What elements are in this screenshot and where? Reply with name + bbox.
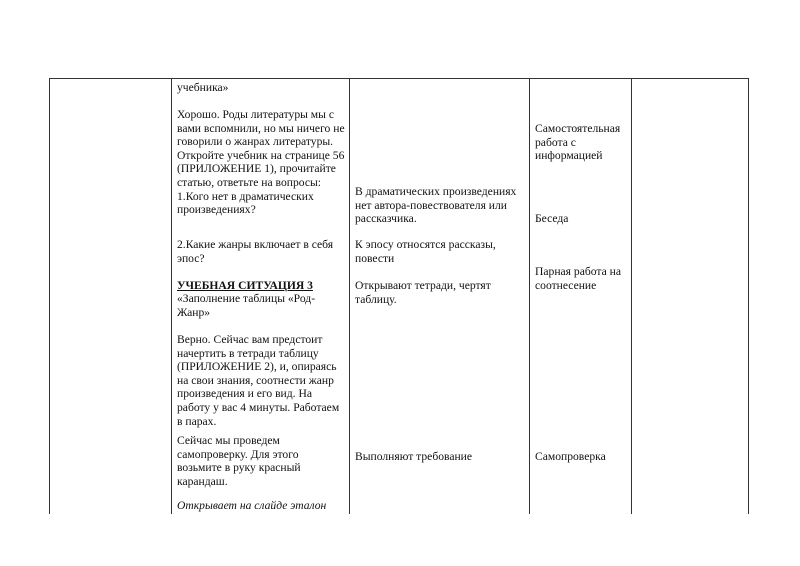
teacher-text: «Заполнение таблицы «Род- Жанр» xyxy=(177,292,316,319)
work-form-text: Самостоятельная работа с информацией xyxy=(535,122,621,163)
student-text: В драматических произведениях нет автора-повествователя или рассказчика. xyxy=(355,185,517,226)
student-text: К эпосу относятся рассказы, повести xyxy=(355,238,496,265)
section-heading: УЧЕБНАЯ СИТУАЦИЯ 3 xyxy=(177,279,313,292)
student-text: Открывают тетради, чертят таблицу. xyxy=(355,279,491,306)
work-form-text: Беседа xyxy=(535,212,569,225)
teacher-text: Сейчас мы проведем самопроверку. Для этого возьмите в руку красный карандаш. xyxy=(177,434,301,488)
column-divider xyxy=(171,78,172,514)
work-form-text: Парная работа на соотнесение xyxy=(535,265,621,292)
student-text: Выполняют требование xyxy=(355,450,473,463)
teacher-text: Верно. Сейчас вам предстоит начертить в тетради таблицу (ПРИЛОЖЕНИЕ 2), и, опираясь на свои знания, соотнести жанр произведения и его вид. На работу у вас 4 минуты. Работаем в парах. xyxy=(177,333,340,428)
teacher-text: учебника» xyxy=(177,81,229,94)
column-divider xyxy=(529,78,530,514)
teacher-text: Открывает на слайде эталон xyxy=(177,499,327,512)
teacher-text: Хорошо. Роды литературы мы с вами вспомнили, но мы ничего не говорили о жанрах литературы. Откройте учебник на странице 56 (ПРИЛОЖЕНИЕ 1), прочитайте статью, ответьте на вопросы: 1.Кого нет в драматических произведениях? xyxy=(177,108,345,217)
column-divider xyxy=(631,78,632,514)
work-form-text: Самопроверка xyxy=(535,450,606,463)
teacher-text: 2.Какие жанры включает в себя эпос? xyxy=(177,238,334,265)
column-divider xyxy=(349,78,350,514)
